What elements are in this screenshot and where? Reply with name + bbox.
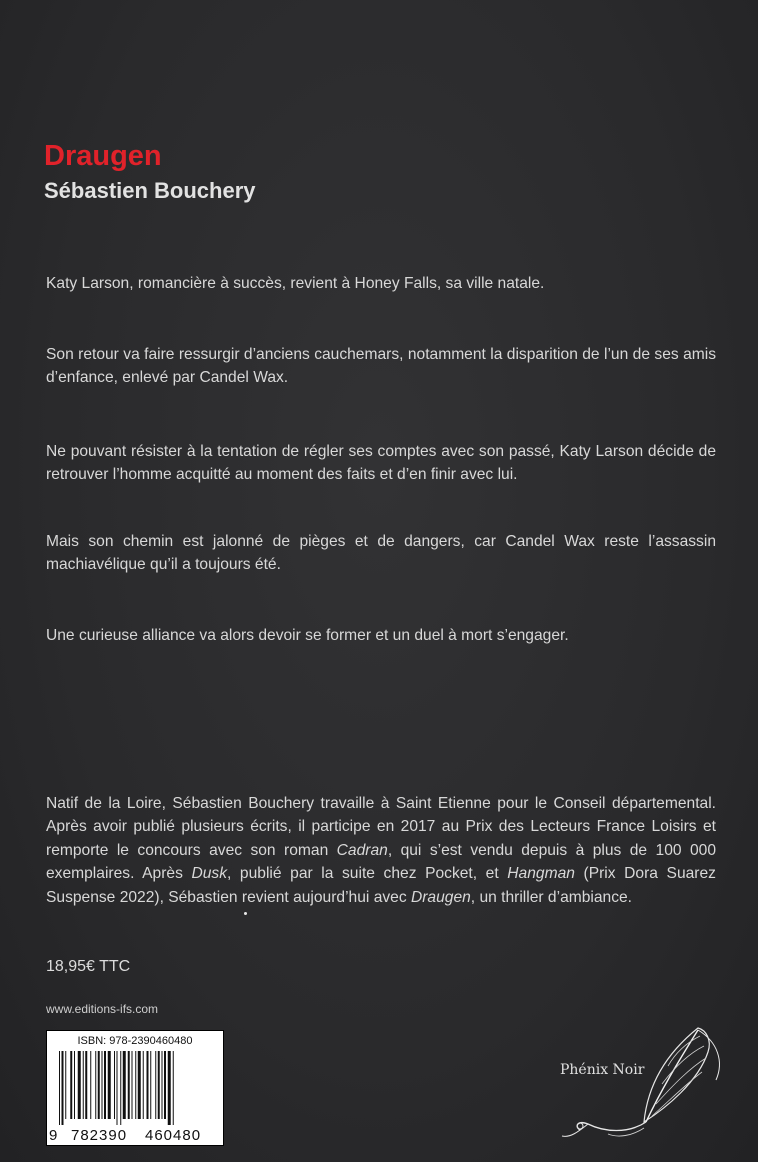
bio-book-title: Hangman xyxy=(507,865,575,883)
barcode-digit-first: 9 xyxy=(49,1127,58,1144)
barcode-digits-right: 460480 xyxy=(145,1127,202,1144)
bio-text: , qui s’est vendu depuis à plus de 100 000 exemplaires. Après xyxy=(46,841,716,883)
synopsis-paragraph: Mais son chemin est jalonné de pièges et de dangers, car Candel Wax reste l’assassin machiavélique qu’il a toujours été. xyxy=(46,533,716,573)
bio-book-title: Draugen xyxy=(410,888,471,906)
author-bio xyxy=(46,792,716,909)
synopsis-paragraph: Son retour va faire ressurgir d’anciens cauchemars, notamment la disparition de l’un de ses amis d’enfance, enlevé par Candel Wax. xyxy=(46,346,716,386)
bio-book-title: Cadran xyxy=(336,841,388,859)
bio-text: , publié par la suite chez Pocket, et xyxy=(227,865,508,883)
price: 18,95€ TTC xyxy=(46,958,131,975)
bio-text: , un thriller d’ambiance. xyxy=(470,888,633,906)
bio-text: (Prix Dora Suarez Suspense 2022), Sébastien revient aujourd’hui avec xyxy=(46,865,716,906)
barcode-bars-icon xyxy=(59,1051,215,1125)
synopsis-paragraph: Katy Larson, romancière à succès, revient à Honey Falls, sa ville natale. xyxy=(46,275,545,292)
publisher-website: www.editions-ifs.com xyxy=(46,1002,159,1016)
feather-icon xyxy=(548,1022,738,1146)
barcode xyxy=(46,1030,224,1146)
barcode-digits-left: 782390 xyxy=(71,1127,128,1144)
bio-text: Natif de la Loire, Sébastien Bouchery travaille à Saint Etienne pour le Conseil départemental. Après avoir publié plusieurs écrits, il participe en 2017 au Prix des Lecteurs France Loisirs et remporte le concours avec son roman xyxy=(46,795,716,859)
book-author: Sébastien Bouchery xyxy=(44,178,256,203)
synopsis-paragraph: Une curieuse alliance va alors devoir se former et un duel à mort s’engager. xyxy=(46,627,569,644)
isbn-label: ISBN: 978-2390460480 xyxy=(77,1035,193,1047)
publisher-name: Phénix Noir xyxy=(560,1062,645,1078)
synopsis-paragraph: Ne pouvant résister à la tentation de régler ses comptes avec son passé, Katy Larson décide de retrouver l’homme acquitté au moment des faits et d’en finir avec lui. xyxy=(46,443,716,483)
publisher-logo xyxy=(548,1022,738,1146)
decorative-dot xyxy=(244,912,247,915)
bio-book-title: Dusk xyxy=(191,865,227,883)
book-title: Draugen xyxy=(44,140,162,172)
